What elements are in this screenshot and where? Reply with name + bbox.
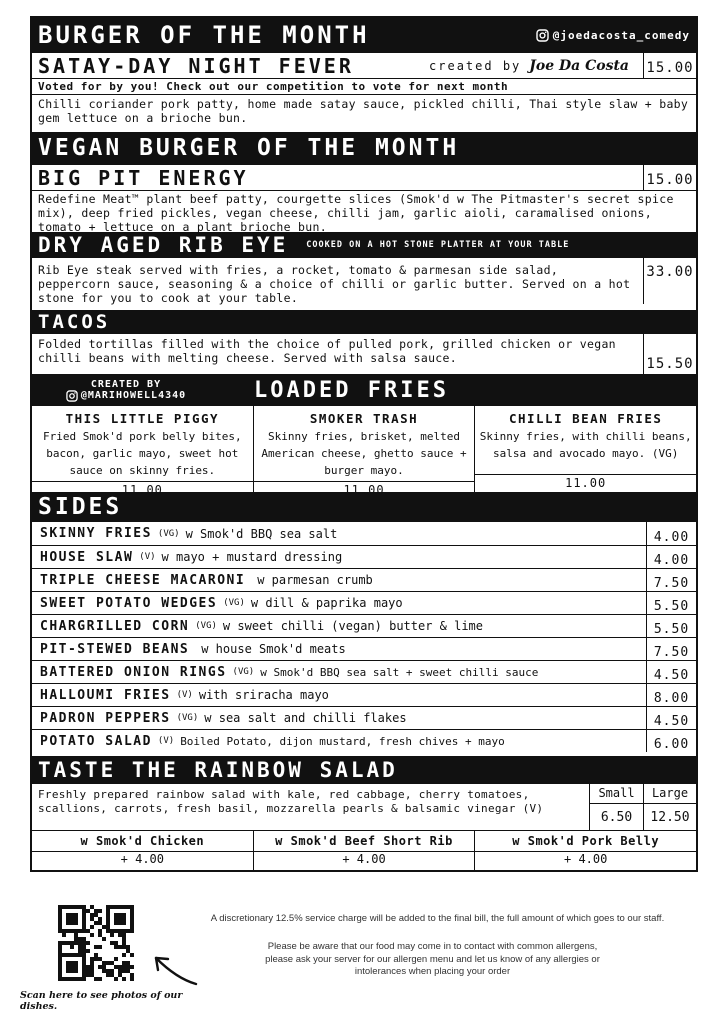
fries-item-description: Skinny fries, brisket, melted American cheese, ghetto sauce + burger mayo. <box>261 430 467 477</box>
burger-month-header-bar <box>32 18 696 52</box>
side-price: 4.50 <box>646 707 696 729</box>
tacos-header: TACOS <box>38 311 111 333</box>
rib-eye-header: DRY AGED RIB EYE <box>38 233 289 257</box>
tacos-header-bar <box>32 310 696 334</box>
burger-month-price: 15.00 <box>646 60 694 76</box>
fries-item-price: 11.00 <box>32 481 253 498</box>
qr-code[interactable] <box>58 905 134 981</box>
side-name: CHARGRILLED CORN <box>40 618 190 634</box>
side-row <box>32 522 696 545</box>
arrow-icon <box>150 952 200 988</box>
burger-month-description: Chilli coriander pork patty, home made satay sauce, pickled chilli, Thai style slaw + baby gem lettuce on a brioche bun. <box>38 97 689 125</box>
side-tag: (V) <box>157 736 175 746</box>
side-row <box>32 545 696 568</box>
sides-header: SIDES <box>38 494 123 520</box>
side-name: SKINNY FRIES <box>40 526 152 541</box>
side-name: HALLOUMI FRIES <box>40 687 171 703</box>
vegan-month-price: 15.00 <box>646 172 694 188</box>
loaded-fries-header: LOADED FRIES <box>254 377 449 403</box>
scan-caption: Scan here to see photos of our dishes. <box>20 990 183 1012</box>
side-name: BATTERED ONION RINGS <box>40 664 227 680</box>
addon-price: + 4.00 <box>254 851 475 870</box>
fries-item-price: 11.00 <box>475 474 696 492</box>
side-tag: (V) <box>139 552 156 562</box>
side-tag: (VG) <box>176 713 199 723</box>
allergy-note: Please be aware that our food may come in to contact with common allergens, please ask your server for our allergen menu and let us know of any allergies or intolerances when placing your order <box>265 941 600 977</box>
created-by-label: created by <box>429 58 522 73</box>
side-row <box>32 568 696 591</box>
side-tag: (VG) <box>195 621 217 631</box>
side-desc: w house Smok'd meats <box>201 642 346 656</box>
salad-small-price: 6.50 <box>600 809 633 825</box>
side-row <box>32 614 696 637</box>
side-name: PIT-STEWED BEANS <box>40 641 190 657</box>
side-desc: w dill & paprika mayo <box>250 596 403 610</box>
tacos-description: Folded tortillas filled with the choice of pulled pork, grilled chicken or vegan chilli beans with melting cheese. Served with salsa sauce. <box>32 334 644 374</box>
side-name: SWEET POTATO WEDGES <box>40 595 218 611</box>
loaded-fries-header-bar <box>32 374 696 406</box>
burger-month-header: BURGER OF THE MONTH <box>38 21 370 49</box>
side-price: 7.50 <box>646 569 696 591</box>
salad-large-label: Large <box>644 784 696 804</box>
rib-eye-description: Rib Eye steak served with fries, a rocket, tomato & parmesan side salad, peppercorn sauce, seasoning & a choice of chilli or garlic butter. Served on a hot stone for you to cook at your table. <box>32 258 644 304</box>
fries-item <box>475 406 696 492</box>
side-desc: w sweet chilli (vegan) butter & lime <box>222 619 484 633</box>
salad-addon <box>32 831 254 870</box>
service-charge-note: A discretionary 12.5% service charge will be added to the final bill, the full amount of which goes to our staff. <box>210 913 665 924</box>
side-price: 7.50 <box>646 638 696 660</box>
side-price: 8.00 <box>646 684 696 706</box>
side-desc: w parmesan crumb <box>257 573 373 587</box>
salad-addon <box>254 831 476 870</box>
side-tag: (VG) <box>157 528 180 539</box>
burger-month-handle: @joedacosta_comedy <box>552 28 690 42</box>
side-row <box>32 706 696 729</box>
addon-price: + 4.00 <box>32 851 253 870</box>
side-price: 5.50 <box>646 615 696 637</box>
side-desc: w Smok'd BBQ sea salt <box>185 526 338 541</box>
fries-item <box>254 406 476 497</box>
side-desc: Boiled Potato, dijon mustard, fresh chives + mayo <box>180 734 505 748</box>
fries-item-description: Fried Smok'd pork belly bites, bacon, garlic mayo, sweet hot sauce on skinny fries. <box>42 430 242 477</box>
addon-name: w Smok'd Chicken <box>80 834 205 848</box>
salad-header: TASTE THE RAINBOW SALAD <box>38 758 398 782</box>
fries-created-by: CREATED BY <box>90 378 162 390</box>
salad-addon <box>475 831 696 870</box>
side-row <box>32 660 696 683</box>
salad-small-label: Small <box>590 784 643 804</box>
signature: Joe Da Costa <box>529 57 629 74</box>
side-tag: (V) <box>176 690 193 700</box>
instagram-icon <box>536 29 549 42</box>
side-price: 4.50 <box>646 661 696 683</box>
side-desc: w Smok'd BBQ sea salt + sweet chilli sauce <box>260 665 539 679</box>
fries-item <box>32 406 254 497</box>
side-row <box>32 637 696 660</box>
side-tag: (VG) <box>232 667 255 677</box>
sides-list <box>32 522 696 752</box>
side-desc: with sriracha mayo <box>198 688 329 702</box>
side-row <box>32 683 696 706</box>
salad-large-price: 12.50 <box>650 809 690 825</box>
side-name: PADRON PEPPERS <box>40 710 171 726</box>
fries-item-description: Skinny fries, with chilli beans, salsa and avocado mayo. (VG) <box>479 430 692 460</box>
addon-price: + 4.00 <box>475 851 696 870</box>
burger-month-name: SATAY-DAY NIGHT FEVER <box>38 53 354 78</box>
rib-eye-price: 33.00 <box>646 264 694 280</box>
loaded-fries-grid <box>32 406 696 497</box>
salad-description: Freshly prepared rainbow salad with kale, red cabbage, cherry tomatoes, scallions, carrots, fresh basil, mozzarella pearls & balsamic vinegar (V) <box>32 784 590 830</box>
addon-name: w Smok'd Beef Short Rib <box>275 834 453 848</box>
rib-eye-header-bar <box>32 232 696 258</box>
tacos-price: 15.50 <box>646 356 694 372</box>
side-desc: w sea salt and chilli flakes <box>204 711 407 725</box>
vegan-month-header-bar <box>32 132 696 164</box>
fries-item-name: SMOKER TRASH <box>309 411 419 426</box>
fries-item-price: 11.00 <box>254 481 475 498</box>
fries-handle: @MARIHOWELL4340 <box>80 390 187 401</box>
side-name: POTATO SALAD <box>40 733 152 749</box>
side-desc: w mayo + mustard dressing <box>161 550 343 564</box>
side-price: 4.00 <box>646 546 696 568</box>
fries-item-name: THIS LITTLE PIGGY <box>65 411 220 426</box>
vegan-month-description: Redefine Meat™ plant beef patty, courgette slices (Smok'd w The Pitmaster's secret spice mix), deep fried pickles, vegan cheese, chilli jam, garlic aioli, caramalised onions, tomato + lettuce on a plant brioche bun. <box>38 192 674 234</box>
menu-card <box>30 16 698 872</box>
side-row <box>32 591 696 614</box>
fries-item-name: CHILLI BEAN FRIES <box>508 411 663 426</box>
side-tag: (VG) <box>223 598 245 608</box>
vegan-month-name: BIG PIT ENERGY <box>38 165 249 190</box>
side-price: 4.00 <box>646 522 696 545</box>
side-row <box>32 729 696 752</box>
salad-addons <box>32 830 696 870</box>
burger-month-row <box>32 52 696 78</box>
side-name: HOUSE SLAW <box>40 549 134 565</box>
instagram-icon <box>66 390 78 402</box>
vegan-month-header: VEGAN BURGER OF THE MONTH <box>38 135 460 161</box>
side-name: TRIPLE CHEESE MACARONI <box>40 572 246 588</box>
salad-header-bar <box>32 756 696 784</box>
side-price: 5.50 <box>646 592 696 614</box>
rib-eye-note: COOKED ON A HOT STONE PLATTER AT YOUR TABLE <box>306 240 570 250</box>
side-price: 6.00 <box>646 730 696 752</box>
vote-text: Voted for by you! Check out our competition to vote for next month <box>38 80 509 93</box>
addon-name: w Smok'd Pork Belly <box>512 834 660 848</box>
